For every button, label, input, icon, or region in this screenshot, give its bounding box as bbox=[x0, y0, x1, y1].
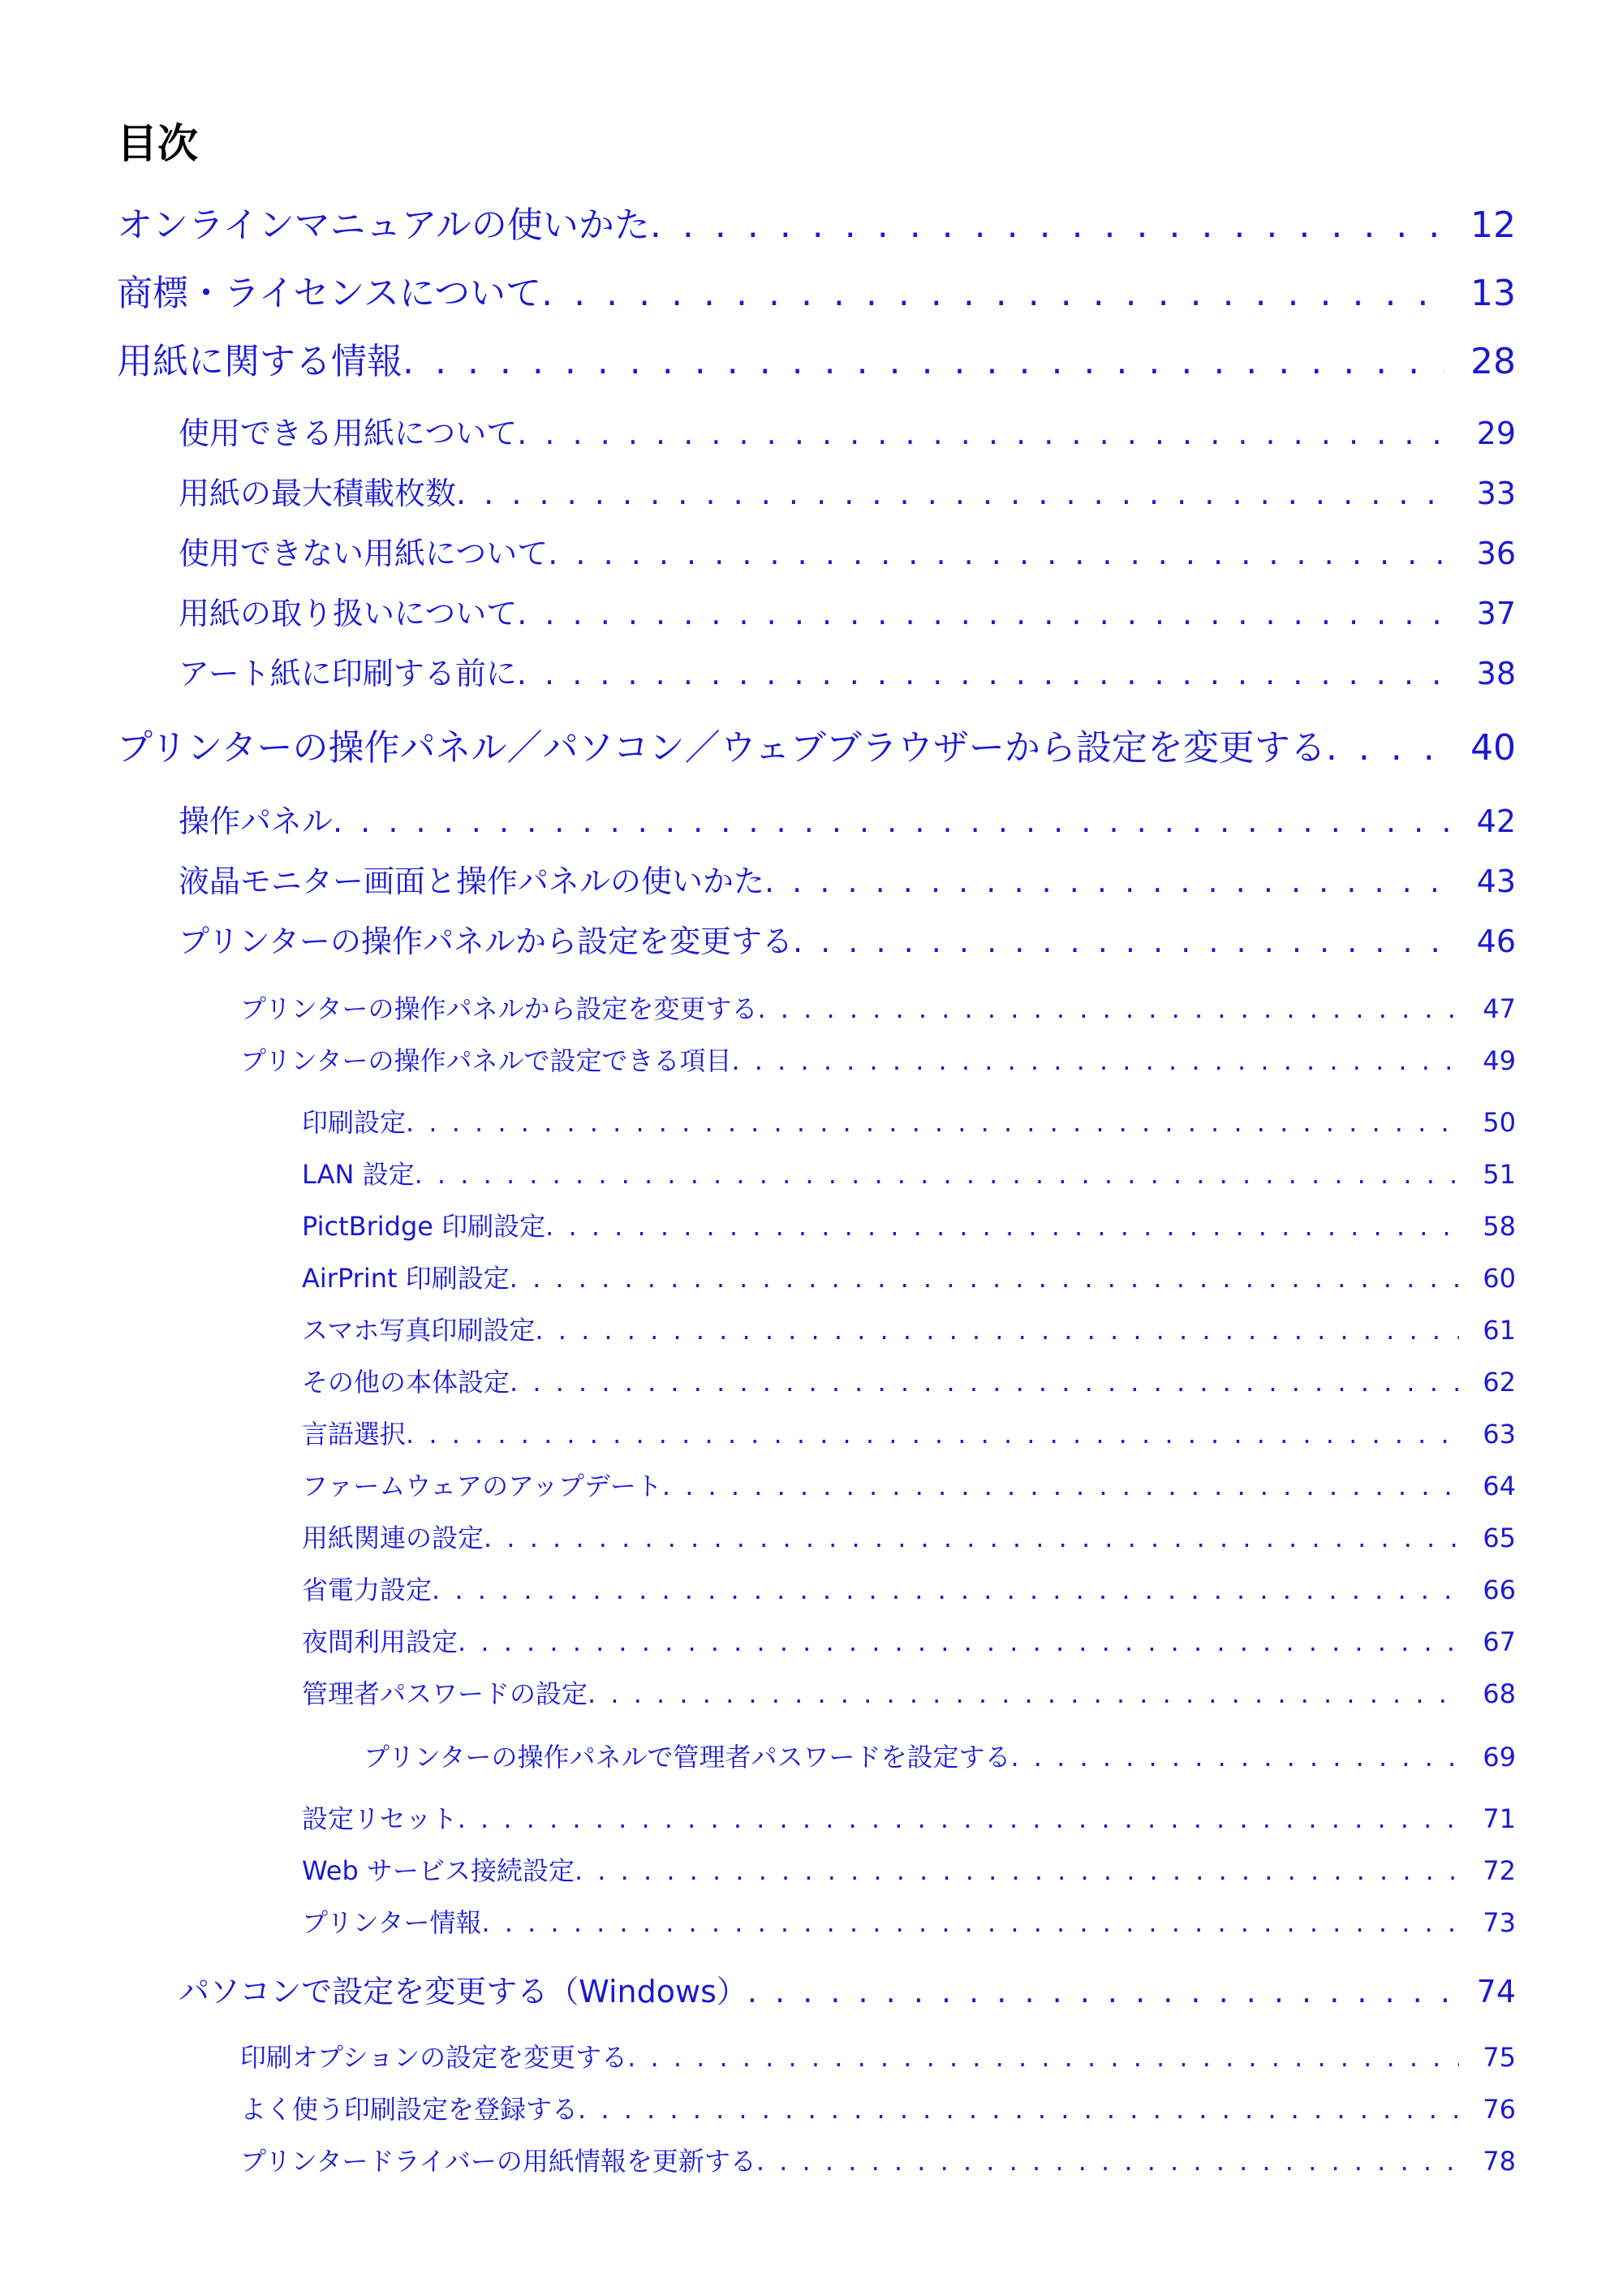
dot-leader bbox=[432, 1574, 1459, 1605]
toc-entry-title: プリンターの操作パネル／パソコン／ウェブブラウザーから設定を変更する bbox=[117, 727, 1326, 769]
toc-entry[interactable] bbox=[302, 1263, 1516, 1294]
toc-entry-title: プリンターの操作パネルで管理者パスワードを設定する bbox=[364, 1742, 1011, 1773]
dot-leader bbox=[588, 1678, 1459, 1709]
toc-entry-page: 50 bbox=[1483, 1107, 1516, 1138]
toc-entry-page: 37 bbox=[1476, 596, 1516, 631]
toc-entry-page: 42 bbox=[1476, 803, 1516, 839]
toc-entry[interactable] bbox=[302, 1419, 1516, 1450]
dot-leader bbox=[650, 205, 1444, 248]
toc-entry-title: 用紙の取り扱いについて bbox=[179, 596, 518, 631]
toc-entry-title: プリンタードライバーの用紙情報を更新する bbox=[240, 2146, 756, 2177]
toc-entry-page: 38 bbox=[1476, 656, 1516, 691]
toc-entry[interactable] bbox=[179, 416, 1516, 453]
toc-entry-title: 設定リセット bbox=[302, 1803, 458, 1834]
toc-entry-title: 商標・ライセンスについて bbox=[117, 273, 542, 314]
toc-entry[interactable] bbox=[302, 1678, 1516, 1709]
toc-entry[interactable] bbox=[302, 1626, 1516, 1657]
toc-entry-title: プリンターの操作パネルから設定を変更する bbox=[179, 924, 793, 959]
toc-entry-title: プリンターの操作パネルから設定を変更する bbox=[240, 993, 758, 1024]
toc-entry[interactable] bbox=[364, 1742, 1516, 1773]
toc-entry-title: PictBridge 印刷設定 bbox=[302, 1211, 546, 1242]
toc-entry-page: 61 bbox=[1483, 1315, 1516, 1346]
toc-entry-title: その他の本体設定 bbox=[302, 1367, 510, 1398]
toc-entry-page: 33 bbox=[1476, 476, 1516, 511]
toc-entry-title: アート紙に印刷する前に bbox=[179, 656, 517, 691]
toc-entry-page: 68 bbox=[1483, 1678, 1516, 1709]
toc-entry-page: 60 bbox=[1483, 1263, 1516, 1294]
toc-entry[interactable] bbox=[179, 596, 1516, 633]
dot-leader bbox=[535, 1315, 1459, 1346]
dot-leader bbox=[747, 1974, 1453, 2011]
toc-entry[interactable] bbox=[117, 341, 1516, 384]
toc-entry-page: 65 bbox=[1483, 1523, 1516, 1553]
toc-entry-title: 用紙の最大積載枚数 bbox=[179, 476, 457, 511]
toc-entry[interactable] bbox=[302, 1907, 1516, 1938]
toc-entry[interactable] bbox=[240, 2042, 1516, 2073]
toc-entry-page: 76 bbox=[1483, 2094, 1516, 2125]
toc-entry-page: 71 bbox=[1483, 1803, 1516, 1834]
toc-entry-page: 67 bbox=[1483, 1626, 1516, 1657]
dot-leader bbox=[403, 341, 1444, 384]
dot-leader bbox=[756, 2146, 1459, 2177]
toc-entry-title: Web サービス接続設定 bbox=[302, 1855, 575, 1886]
toc-entry-title: パソコンで設定を変更する（Windows） bbox=[179, 1974, 747, 2010]
toc-entry[interactable] bbox=[240, 2094, 1516, 2125]
toc-entry[interactable] bbox=[302, 1471, 1516, 1501]
toc-entry[interactable] bbox=[179, 1974, 1516, 2011]
toc-entry-title: 夜間利用設定 bbox=[302, 1626, 458, 1657]
toc-entry[interactable] bbox=[179, 536, 1516, 573]
toc-entry-page: 51 bbox=[1483, 1159, 1516, 1190]
toc-entry-page: 72 bbox=[1483, 1855, 1516, 1886]
toc-entry[interactable] bbox=[179, 864, 1516, 901]
toc-entry-title: 省電力設定 bbox=[302, 1574, 433, 1605]
toc-entry[interactable] bbox=[302, 1574, 1516, 1605]
dot-leader bbox=[333, 803, 1453, 841]
dot-leader bbox=[578, 2094, 1459, 2125]
toc-entry[interactable] bbox=[117, 273, 1516, 316]
toc-entry[interactable] bbox=[240, 993, 1516, 1024]
dot-leader bbox=[662, 1471, 1459, 1501]
toc-entry-title: よく使う印刷設定を登録する bbox=[240, 2094, 579, 2125]
toc-entry-title: 管理者パスワードの設定 bbox=[302, 1678, 588, 1709]
dot-leader bbox=[481, 1907, 1459, 1938]
dot-leader bbox=[1010, 1742, 1459, 1773]
toc-entry-title: 操作パネル bbox=[179, 803, 334, 839]
toc-entry-page: 29 bbox=[1476, 416, 1516, 451]
toc-entry-title: LAN 設定 bbox=[302, 1159, 415, 1190]
toc-entry-title: プリンターの操作パネルで設定できる項目 bbox=[240, 1045, 732, 1076]
toc-entry-title: AirPrint 印刷設定 bbox=[302, 1263, 510, 1294]
dot-leader bbox=[458, 1803, 1459, 1834]
toc-entry[interactable] bbox=[240, 2146, 1516, 2177]
dot-leader bbox=[627, 2042, 1459, 2073]
toc-entry[interactable] bbox=[117, 205, 1516, 248]
dot-leader bbox=[510, 1367, 1459, 1398]
dot-leader bbox=[517, 656, 1453, 693]
toc-entry-title: 用紙関連の設定 bbox=[302, 1523, 484, 1553]
toc-entry-page: 78 bbox=[1483, 2146, 1516, 2177]
toc-entry-page: 62 bbox=[1483, 1367, 1516, 1398]
dot-leader bbox=[541, 273, 1444, 316]
toc-entry-page: 43 bbox=[1476, 864, 1516, 899]
toc-entry-page: 64 bbox=[1483, 1471, 1516, 1501]
toc-entry-page: 69 bbox=[1483, 1742, 1516, 1773]
dot-leader bbox=[575, 1855, 1459, 1886]
toc-entry-page: 74 bbox=[1476, 1974, 1516, 2010]
dot-leader bbox=[406, 1419, 1459, 1450]
dot-leader bbox=[793, 924, 1453, 961]
dot-leader bbox=[517, 416, 1453, 453]
dot-leader bbox=[484, 1523, 1459, 1553]
toc-entry-title: 液晶モニター画面と操作パネルの使いかた bbox=[179, 864, 765, 899]
toc-entry-page: 58 bbox=[1483, 1211, 1516, 1242]
toc-entry-title: オンラインマニュアルの使いかた bbox=[117, 205, 650, 246]
dot-leader bbox=[764, 864, 1453, 901]
toc-entry-title: 使用できない用紙について bbox=[179, 536, 549, 571]
toc-entry[interactable] bbox=[302, 1523, 1516, 1553]
toc-entry-title: 用紙に関する情報 bbox=[117, 341, 403, 382]
toc-entry-page: 66 bbox=[1483, 1574, 1516, 1605]
dot-leader bbox=[1326, 727, 1444, 770]
dot-leader bbox=[456, 476, 1453, 513]
dot-leader bbox=[545, 1211, 1459, 1242]
dot-leader bbox=[517, 596, 1453, 633]
dot-leader bbox=[510, 1263, 1459, 1294]
toc-entry-title: ファームウェアのアップデート bbox=[302, 1471, 662, 1501]
toc-entry[interactable] bbox=[302, 1107, 1516, 1138]
toc-entry[interactable] bbox=[179, 803, 1516, 841]
dot-leader bbox=[458, 1626, 1459, 1657]
dot-leader bbox=[757, 993, 1459, 1024]
toc-entry[interactable] bbox=[179, 924, 1516, 961]
toc-entry-page: 46 bbox=[1476, 924, 1516, 959]
toc-entry-page: 40 bbox=[1470, 727, 1516, 769]
toc-entry-title: 言語選択 bbox=[302, 1419, 407, 1450]
toc-entry[interactable] bbox=[302, 1367, 1516, 1398]
toc-entry[interactable] bbox=[302, 1159, 1516, 1190]
toc-entry[interactable] bbox=[179, 656, 1516, 693]
toc-entry-title: 印刷設定 bbox=[302, 1107, 407, 1138]
toc-entry-title: 印刷オプションの設定を変更する bbox=[240, 2042, 628, 2073]
toc-entry[interactable] bbox=[302, 1855, 1516, 1886]
toc-entry[interactable] bbox=[117, 727, 1516, 770]
toc-heading: 目次 bbox=[117, 120, 198, 167]
toc-entry-page: 49 bbox=[1483, 1045, 1516, 1076]
toc-entry-title: プリンター情報 bbox=[302, 1907, 482, 1938]
toc-entry-page: 73 bbox=[1483, 1907, 1516, 1938]
toc-entry[interactable] bbox=[179, 476, 1516, 513]
toc-entry[interactable] bbox=[240, 1045, 1516, 1076]
toc-entry-page: 75 bbox=[1483, 2042, 1516, 2073]
toc-entry[interactable] bbox=[302, 1315, 1516, 1346]
toc-entry[interactable] bbox=[302, 1211, 1516, 1242]
toc-entry-page: 36 bbox=[1476, 536, 1516, 571]
toc-entry-page: 47 bbox=[1483, 993, 1516, 1024]
toc-entry-title: スマホ写真印刷設定 bbox=[302, 1315, 536, 1346]
toc-entry-page: 63 bbox=[1483, 1419, 1516, 1450]
dot-leader bbox=[548, 536, 1453, 573]
dot-leader bbox=[415, 1159, 1459, 1190]
toc-entry-page: 12 bbox=[1470, 205, 1516, 246]
toc-entry-page: 28 bbox=[1470, 341, 1516, 382]
toc-entry-title: 使用できる用紙について bbox=[179, 416, 518, 451]
dot-leader bbox=[731, 1045, 1459, 1076]
dot-leader bbox=[406, 1107, 1459, 1138]
toc-entry[interactable] bbox=[302, 1803, 1516, 1834]
toc-entry-page: 13 bbox=[1470, 273, 1516, 314]
